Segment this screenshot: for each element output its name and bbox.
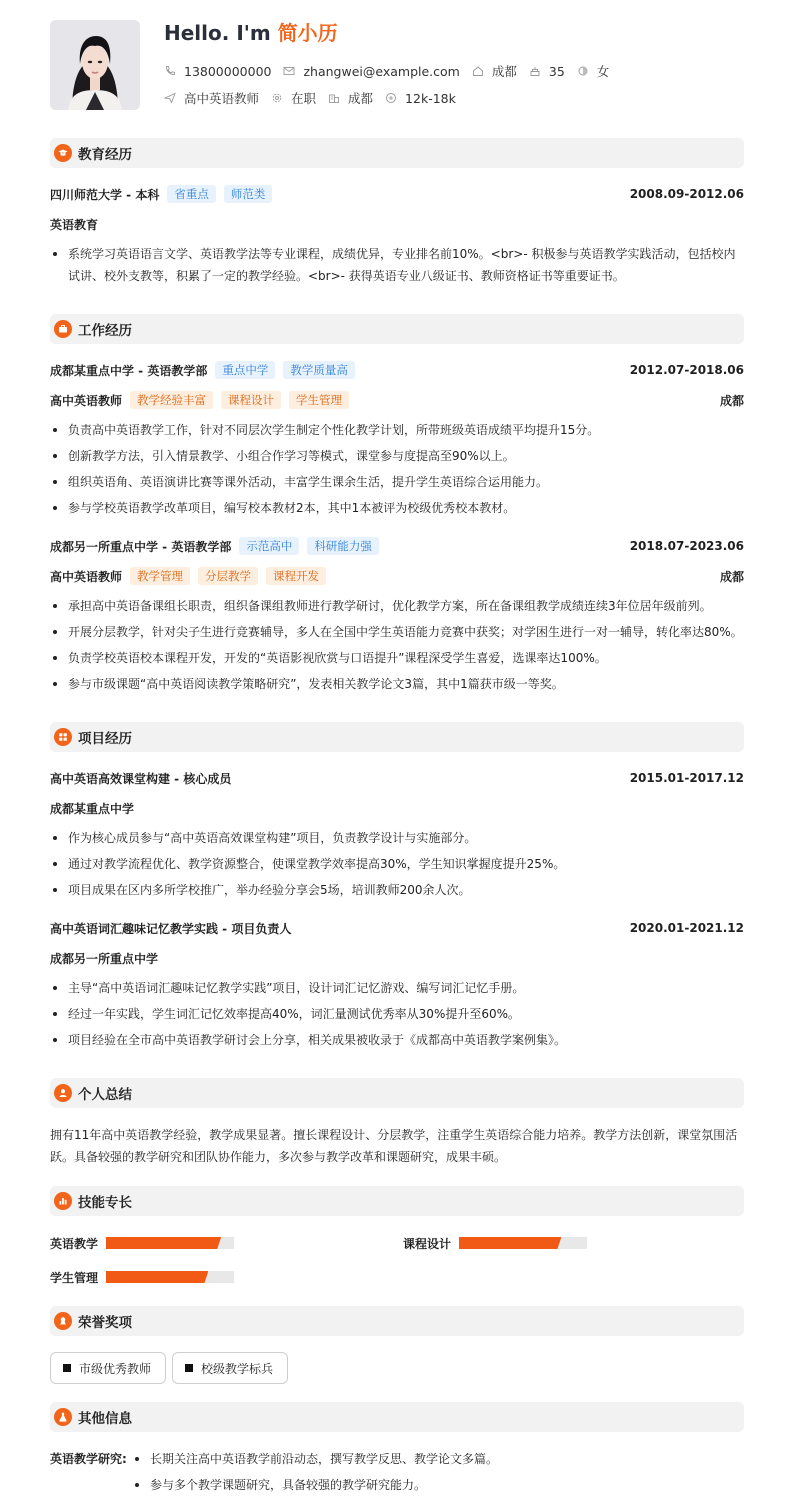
project-name: 高中英语词汇趣味记忆教学实践 - 项目负责人 [50,921,292,936]
job-city: 成都 [719,569,744,584]
target-city-text: 成都 [348,91,374,106]
company-tag: 教学质量高 [283,361,355,379]
skill-item [50,1267,234,1287]
award-name: 校级教学标兵 [201,1361,274,1376]
award-badge [50,1352,166,1384]
mail-icon [283,65,295,77]
school-tag: 省重点 [167,185,216,203]
home-icon [472,65,484,77]
status-gear-icon [271,92,283,104]
project-name: 高中英语高效课堂构建 - 核心成员 [50,771,232,786]
education-major-row [50,214,744,234]
contact-row [164,62,621,80]
status-text: 在职 [291,91,317,106]
job-role: 高中英语教师 [50,569,123,584]
bar-chart-icon [54,1192,72,1210]
company-name: 成都某重点中学 - 英语教学部 [50,363,208,378]
section-title: 教育经历 [78,147,132,163]
job-city: 成都 [719,393,744,408]
user-icon [54,1084,72,1102]
award-badge [172,1352,288,1384]
building-icon [328,92,340,104]
skill-item [403,1233,587,1253]
list-item: 主导“高中英语词汇趣味记忆教学实践”项目，设计词汇记忆游戏、编写词汇记忆手册。 [50,975,744,1001]
project-date: 2020.01-2021.12 [629,921,744,935]
email-info [283,64,459,79]
job-role: 高中英语教师 [50,393,123,408]
project-org-row [50,948,744,968]
project-header-row [50,918,744,938]
section-education [50,138,744,168]
location-text: 成都 [491,64,517,79]
age-info [529,64,565,79]
age-icon [529,65,541,77]
section-work [50,314,744,344]
job-date: 2012.07-2018.06 [629,363,744,377]
profile-photo [50,20,140,110]
salary-text: 12k-18k [405,90,456,106]
gender-text: 女 [596,64,610,79]
list-item: 系统学习英语语言文学、英语教学法等专业课程，成绩优异，专业排名前10%。<br>- 积极参与英语教学实践活动，包括校内试讲、校外支教等，积累了一定的教学经验。<br>- 获得英语专业八级证书、教师资格证书等重要证书。 [50,243,744,287]
phone-number: 13800000000 [184,63,272,79]
list-item: 通过对教学流程优化、教学资源整合，使课堂教学效率提高30%，学生知识掌握度提升25%。 [50,851,744,877]
greeting-title [164,20,338,46]
education-date: 2008.09-2012.06 [629,187,744,201]
skill-item [50,1233,234,1253]
list-item: 参与多个教学课题研究，具备较强的教学研究能力。 [132,1472,498,1498]
list-item: 参与市级课题“高中英语阅读教学策略研究”，发表相关教学论文3篇，其中1篇获市级一等奖。 [50,671,744,697]
section-title: 个人总结 [78,1087,132,1103]
list-item: 项目成果在区内多所学校推广，举办经验分享会5场，培训教师200余人次。 [50,877,744,903]
company-tag: 重点中学 [215,361,275,379]
skill-level-fill [106,1237,221,1249]
school-tag: 师范类 [224,185,273,203]
section-other [50,1402,744,1432]
square-bullet-icon [185,1364,193,1372]
other-bullets [132,1446,498,1498]
major-name: 英语教育 [50,217,99,232]
greeting-prefix: Hello. I'm [164,21,278,45]
project-org: 成都某重点中学 [50,801,135,816]
role-tag: 教学管理 [130,567,190,585]
job-role-row [50,566,744,586]
project-date: 2015.01-2017.12 [629,771,744,785]
section-title: 工作经历 [78,323,132,339]
list-item: 承担高中英语备课组长职责，组织备课组教师进行教学研讨，优化教学方案，所在备课组教学成绩连续3年位居年级前列。 [50,593,744,619]
salary-info [385,91,456,106]
project-bullets [50,825,744,903]
list-item: 开展分层教学，针对尖子生进行竞赛辅导，多人在全国中学生英语能力竞赛中获奖；对学困生进行一对一辅导，转化率达80%。 [50,619,744,645]
graduation-cap-icon [54,144,72,162]
list-item: 创新教学方法，引入情景教学、小组合作学习等模式，课堂参与度提高至90%以上。 [50,443,744,469]
position-info [164,89,259,107]
list-item: 参与学校英语教学改革项目，编写校本教材2本，其中1本被评为校级优秀校本教材。 [50,495,744,521]
list-item: 项目经验在全市高中英语教学研讨会上分享，相关成果被收录于《成都高中英语教学案例集》。 [50,1027,744,1053]
target-city-info [328,89,373,107]
location-info [472,62,517,80]
job-intent-row [164,89,468,107]
role-tag: 分层教学 [198,567,258,585]
section-title: 技能专长 [78,1195,132,1211]
role-tag: 课程设计 [221,391,281,409]
skill-name: 课程设计 [403,1236,452,1251]
award-icon [54,1312,72,1330]
age-text: 35 [548,63,565,79]
section-awards [50,1306,744,1336]
salary-icon [385,92,397,104]
section-summary [50,1078,744,1108]
education-description [50,243,744,287]
skill-name: 学生管理 [50,1270,99,1285]
job-date: 2018.07-2023.06 [629,539,744,553]
job-header-row [50,360,744,380]
other-label: 英语教学研究: [50,1452,127,1466]
section-title: 荣誉奖项 [78,1315,132,1331]
school-name: 四川师范大学 - 本科 [50,187,160,202]
summary-text: 拥有11年高中英语教学经验，教学成果显著。擅长课程设计、分层教学，注重学生英语综合能力培养。教学方法创新，课堂氛围活跃。具备较强的教学研究和团队协作能力，多次参与教学改革和课题研究，成果丰硕。 [50,1128,738,1164]
candidate-name: 简小历 [277,21,338,45]
role-tag: 课程开发 [266,567,326,585]
job-header-row [50,536,744,556]
email-address: zhangwei@example.com [303,63,460,79]
list-item: 长期关注高中英语教学前沿动态，撰写教学反思、教学论文多篇。 [132,1446,498,1472]
section-projects [50,722,744,752]
project-header-row [50,768,744,788]
phone-info [164,64,271,79]
grid-apps-icon [54,728,72,746]
skill-level-bar [106,1271,234,1283]
section-title: 项目经历 [78,731,132,747]
skill-level-fill [106,1271,208,1283]
skill-level-bar [459,1237,587,1249]
skill-level-bar [106,1237,234,1249]
gender-icon [577,65,589,77]
project-org-row [50,798,744,818]
project-bullets [50,975,744,1053]
position-text: 高中英语教师 [184,91,260,106]
section-skills [50,1186,744,1216]
role-tag: 学生管理 [289,391,349,409]
list-item: 负责学校英语校本课程开发，开发的“英语影视欣赏与口语提升”课程深受学生喜爱，选课率达100%。 [50,645,744,671]
phone-icon [164,65,176,77]
award-name: 市级优秀教师 [79,1361,152,1376]
skill-name: 英语教学 [50,1236,99,1251]
status-info [271,89,316,107]
list-item: 组织英语角、英语演讲比赛等课外活动，丰富学生课余生活，提升学生英语综合运用能力。 [50,469,744,495]
square-bullet-icon [63,1364,71,1372]
flask-icon [54,1408,72,1426]
portrait-image [50,20,140,110]
job-bullets [50,593,744,697]
job-role-row [50,390,744,410]
send-icon [164,92,176,104]
education-header-row [50,184,744,204]
briefcase-icon [54,320,72,338]
gender-info [577,62,610,80]
skill-level-fill [459,1237,561,1249]
company-name: 成都另一所重点中学 - 英语教学部 [50,539,232,554]
list-item: 经过一年实践，学生词汇记忆效率提高40%，词汇量测试优秀率从30%提升至60%。 [50,1001,744,1027]
role-tag: 教学经验丰富 [130,391,213,409]
job-bullets [50,417,744,521]
resume-header [50,20,744,110]
list-item: 作为核心成员参与“高中英语高效课堂构建”项目，负责教学设计与实施部分。 [50,825,744,851]
section-title: 其他信息 [78,1411,132,1427]
project-org: 成都另一所重点中学 [50,951,159,966]
list-item: 负责高中英语教学工作，针对不同层次学生制定个性化教学计划，所带班级英语成绩平均提升15分。 [50,417,744,443]
company-tag: 科研能力强 [307,537,379,555]
company-tag: 示范高中 [239,537,299,555]
